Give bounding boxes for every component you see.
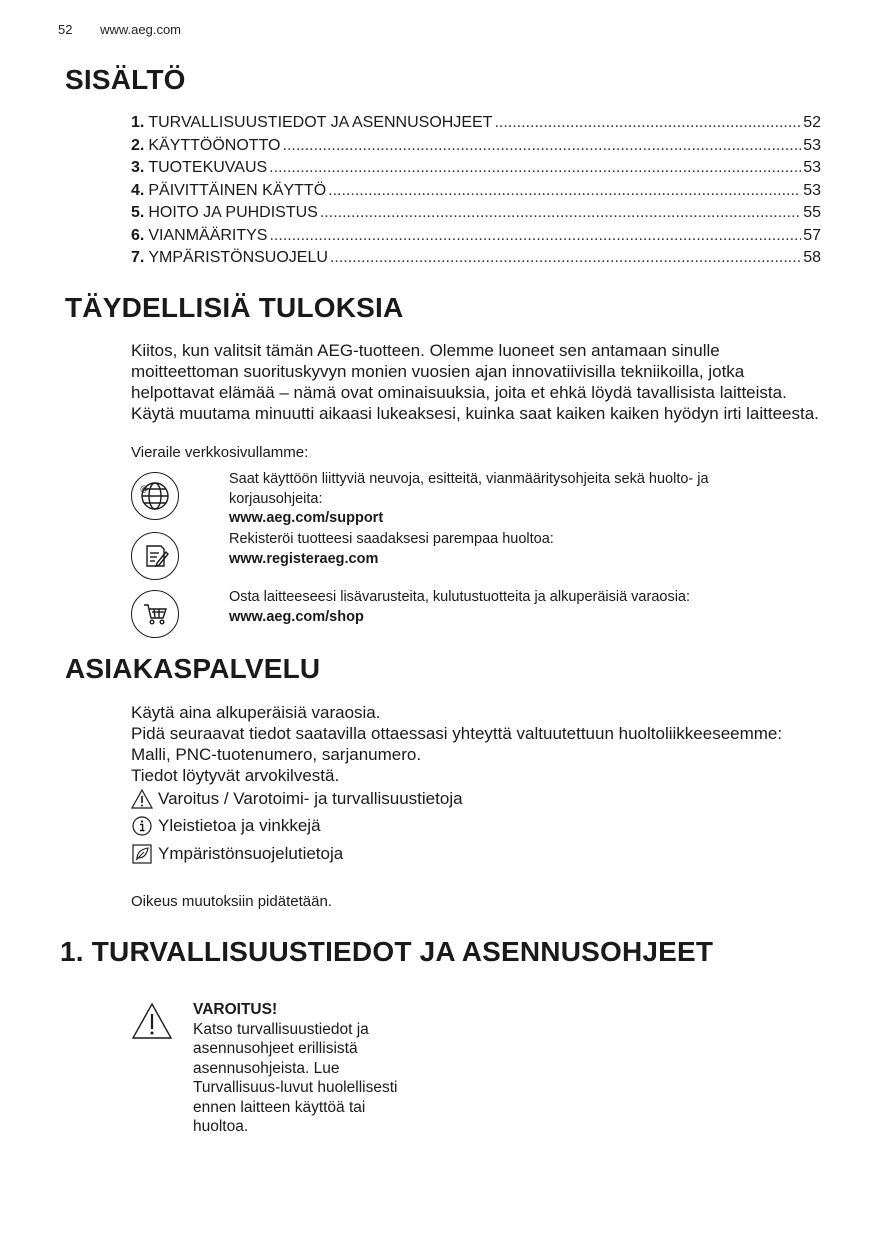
legend-environment bbox=[131, 843, 343, 865]
toc-page: 58 bbox=[803, 249, 821, 266]
toc-leader bbox=[269, 225, 801, 248]
toc-label: YMPÄRISTÖNSUOJELU bbox=[148, 249, 328, 266]
svg-text:@: @ bbox=[140, 484, 148, 493]
toc-num: 6. bbox=[131, 226, 145, 244]
toc-page: 53 bbox=[803, 159, 821, 176]
toc-label: VIANMÄÄRITYS bbox=[148, 226, 268, 244]
toc-leader bbox=[283, 135, 802, 158]
register-text-block bbox=[229, 530, 789, 569]
toc-label: KÄYTTÖÖNOTTO bbox=[148, 136, 281, 154]
toc-row[interactable] bbox=[131, 202, 821, 225]
perfect-results-title: TÄYDELLISIÄ TULOKSIA bbox=[65, 292, 404, 323]
notepad-icon bbox=[131, 532, 179, 580]
warning-title: VAROITUS! bbox=[193, 1001, 278, 1018]
register-link[interactable]: www.registeraeg.com bbox=[229, 550, 379, 567]
toc-page: 57 bbox=[803, 226, 821, 244]
legend-info-text: Yleistietoa ja vinkkejä bbox=[158, 816, 321, 835]
service-paragraph bbox=[131, 702, 821, 786]
footnote: Oikeus muutoksiin pidätetään. bbox=[131, 893, 332, 910]
support-text: Saat käyttöön liittyviä neuvoja, esitteitä, vianmääritysohjeita sekä huolto- ja korjausohjeita: bbox=[229, 471, 709, 507]
toc-row[interactable] bbox=[131, 157, 821, 180]
toc-leader bbox=[328, 180, 801, 203]
legend-info bbox=[131, 815, 321, 837]
toc-row[interactable] bbox=[131, 135, 821, 158]
toc-label: TURVALLISUUSTIEDOT JA ASENNUSOHJEET bbox=[148, 114, 493, 131]
section-1-title: 1. TURVALLISUUSTIEDOT JA ASENNUSOHJEET bbox=[60, 936, 714, 967]
toc-leader bbox=[269, 157, 801, 180]
cart-icon bbox=[131, 590, 179, 638]
toc-page: 52 bbox=[803, 114, 821, 131]
toc-row[interactable] bbox=[131, 112, 821, 135]
shop-link[interactable]: www.aeg.com/shop bbox=[229, 608, 364, 625]
toc-num: 7. bbox=[131, 249, 145, 266]
customer-service-title: ASIAKASPALVELU bbox=[65, 653, 321, 684]
toc-num: 2. bbox=[131, 136, 145, 154]
toc-row[interactable] bbox=[131, 180, 821, 203]
leaf-icon bbox=[131, 843, 153, 865]
toc-leader bbox=[494, 112, 801, 135]
toc-page: 53 bbox=[803, 181, 821, 199]
shop-text: Osta laitteeseesi lisävarusteita, kulutustuotteita ja alkuperäisiä varaosia: bbox=[229, 589, 691, 605]
toc-num: 5. bbox=[131, 204, 145, 221]
legend-warning-text: Varoitus / Varotoimi- ja turvallisuustietoja bbox=[158, 789, 463, 808]
legend-env-text: Ympäristönsuojelutietoja bbox=[158, 844, 344, 863]
visit-label: Vieraile verkkosivullamme: bbox=[131, 444, 309, 461]
register-text: Rekisteröi tuotteesi saadaksesi parempaa huoltoa: bbox=[229, 531, 554, 547]
toc-num: 1. bbox=[131, 114, 145, 131]
page-header bbox=[58, 22, 181, 37]
table-of-contents bbox=[131, 112, 821, 270]
globe-icon bbox=[131, 472, 179, 520]
service-line-1: Käytä aina alkuperäisiä varaosia. bbox=[131, 703, 381, 722]
toc-page: 55 bbox=[803, 204, 821, 221]
toc-page: 53 bbox=[803, 136, 821, 154]
intro-paragraph bbox=[131, 340, 821, 424]
toc-label: HOITO JA PUHDISTUS bbox=[148, 204, 318, 221]
warning-icon bbox=[131, 788, 153, 810]
support-text-block bbox=[229, 470, 789, 529]
warning-text-block bbox=[193, 1000, 423, 1137]
page-number: 52 bbox=[58, 22, 73, 37]
toc-title: SISÄLTÖ bbox=[65, 64, 186, 95]
warning-body: Katso turvallisuustiedot ja asennusohjeet erillisistä asennusohjeista. Lue Turvallisuus-luvut huolellisesti ennen laitteen käyttöä tai huoltoa. bbox=[193, 1020, 398, 1135]
intro-text: Kiitos, kun valitsit tämän AEG-tuotteen. Olemme luoneet sen antamaan sinulle moitteettoman suorituskyvyn monien vuosien ajan innovatiivisilla tekniikoilla, jotka helpottavat elämää – nämä ovat ominaisuuksia, joita et ehkä löydä tavallisista laitteista. Käytä muutama minuutti aikaasi lukeaksesi, kuinka saat kaiken kaiken hyödyn irti laitteesta. bbox=[131, 341, 819, 423]
toc-row[interactable] bbox=[131, 247, 821, 270]
support-link[interactable]: www.aeg.com/support bbox=[229, 510, 384, 526]
toc-leader bbox=[330, 247, 801, 270]
toc-label: PÄIVITTÄINEN KÄYTTÖ bbox=[148, 181, 327, 199]
service-line-2: Pidä seuraavat tiedot saatavilla ottaessasi yhteyttä valtuutettuun huoltoliikkeeseemme: Malli, PNC-tuotenumero, sarjanumero. bbox=[131, 724, 783, 764]
website-header: www.aeg.com bbox=[100, 22, 182, 37]
info-icon bbox=[131, 815, 153, 837]
toc-label: TUOTEKUVAUS bbox=[148, 159, 268, 176]
service-line-3: Tiedot löytyvät arvokilvestä. bbox=[131, 766, 340, 785]
toc-num: 3. bbox=[131, 159, 145, 176]
toc-row[interactable] bbox=[131, 225, 821, 248]
legend-warning bbox=[131, 788, 463, 810]
toc-leader bbox=[320, 202, 801, 225]
warning-icon bbox=[131, 1002, 173, 1040]
shop-text-block bbox=[229, 588, 789, 627]
toc-num: 4. bbox=[131, 181, 145, 199]
